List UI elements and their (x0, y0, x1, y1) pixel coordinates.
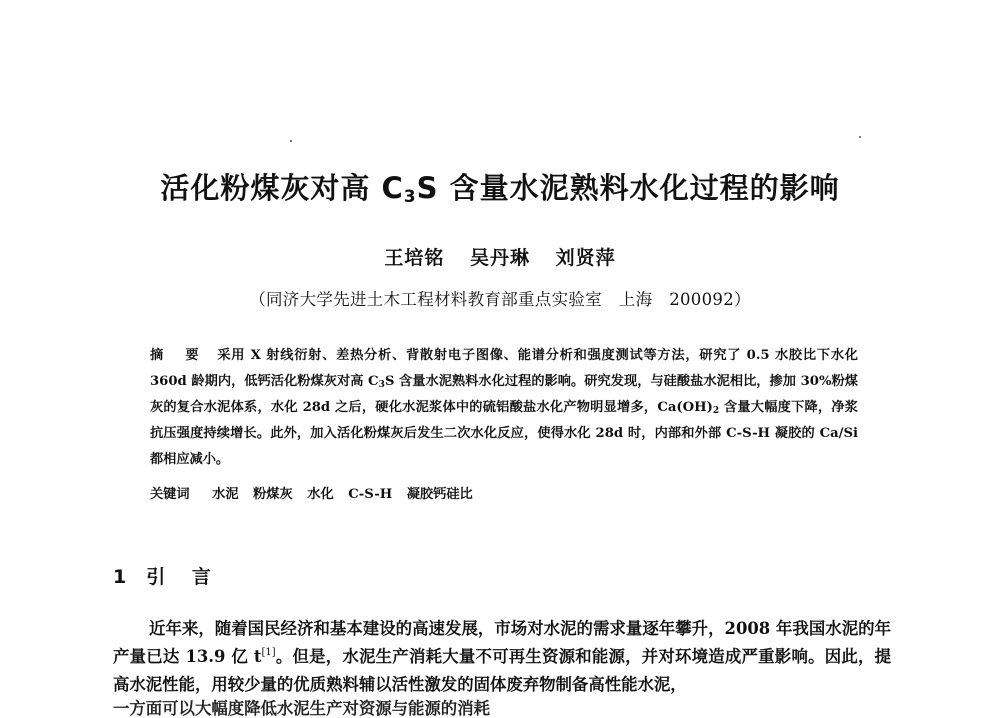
body-text-2: 。但是，水泥生产消耗大量不可再生资源和能源，并对环境造成严重影响。因此，提高水泥性能，用较少量的优质熟料辅以活性激发的固体废弃物制备高性能水泥， (113, 647, 891, 694)
author-name: 王培铭 (384, 247, 445, 269)
cropped-line-text: 一方面可以大幅度降低水泥生产对资源与能源的消耗 (113, 699, 490, 718)
keyword: 水化 (307, 487, 334, 502)
citation-ref: [1] (261, 647, 276, 658)
keywords-label: 关键词 (150, 487, 190, 502)
abstract-text-1: 采用 X 射线衍射、差热分析、背散射电子图像、能谱分析和强度测试等方法，研究了 0.5 水胶比下水化 360d 龄期内，低钙活化粉煤灰对高 C (150, 348, 858, 389)
keyword: 粉煤灰 (253, 487, 293, 502)
keyword: 水泥 (212, 487, 239, 502)
title-subscript: 3 (403, 187, 417, 207)
author-list (0, 243, 1000, 270)
author-name: 吴丹琳 (469, 247, 530, 269)
section-heading (113, 562, 221, 589)
abstract-text-3: 含量大幅度下降，净浆抗压强度持续增长。此外，加入活化粉煤灰后发生二次水化反应，使得水化 28d 时，内部和外部 C-S-H 凝胶的 Ca/Si 都相应减小。 (150, 400, 858, 467)
affiliation: （同济大学先进土木工程材料教育部重点实验室 上海 200092） (249, 290, 751, 309)
paper-title (0, 166, 1000, 207)
scan-speck (290, 140, 292, 142)
title-text-before: 活化粉煤灰对高 C (160, 171, 404, 205)
body-text-1: 近年来，随着国民经济和基本建设的高速发展，市场对水泥的需求量逐年攀升，2008 年我国水泥的年产量已达 13.9 亿 t (113, 619, 891, 666)
abstract-label: 摘 要 (150, 348, 208, 363)
abstract-block (150, 343, 858, 473)
keyword: C-S-H 凝胶钙硅比 (348, 487, 473, 502)
scan-speck (859, 136, 861, 138)
abstract-subscript-1: 3 (378, 380, 385, 390)
keywords-block (150, 483, 858, 502)
abstract-text-2: S 含量水泥熟料水化过程的影响。研究发现，与硅酸盐水泥相比，掺加 30%粉煤灰的复合水泥体系，水化 28d 之后，硬化水泥浆体中的硫铝酸盐水化产物明显增多，Ca(OH) (150, 374, 858, 415)
cropped-text-line (113, 698, 633, 718)
body-paragraph (113, 615, 891, 699)
author-name: 刘贤萍 (555, 247, 616, 269)
section-title: 引 言 (146, 566, 221, 588)
abstract-subscript-2: 2 (712, 406, 720, 416)
title-text-after: S 含量水泥熟料水化过程的影响 (416, 171, 840, 205)
section-number: 1 (113, 566, 137, 588)
